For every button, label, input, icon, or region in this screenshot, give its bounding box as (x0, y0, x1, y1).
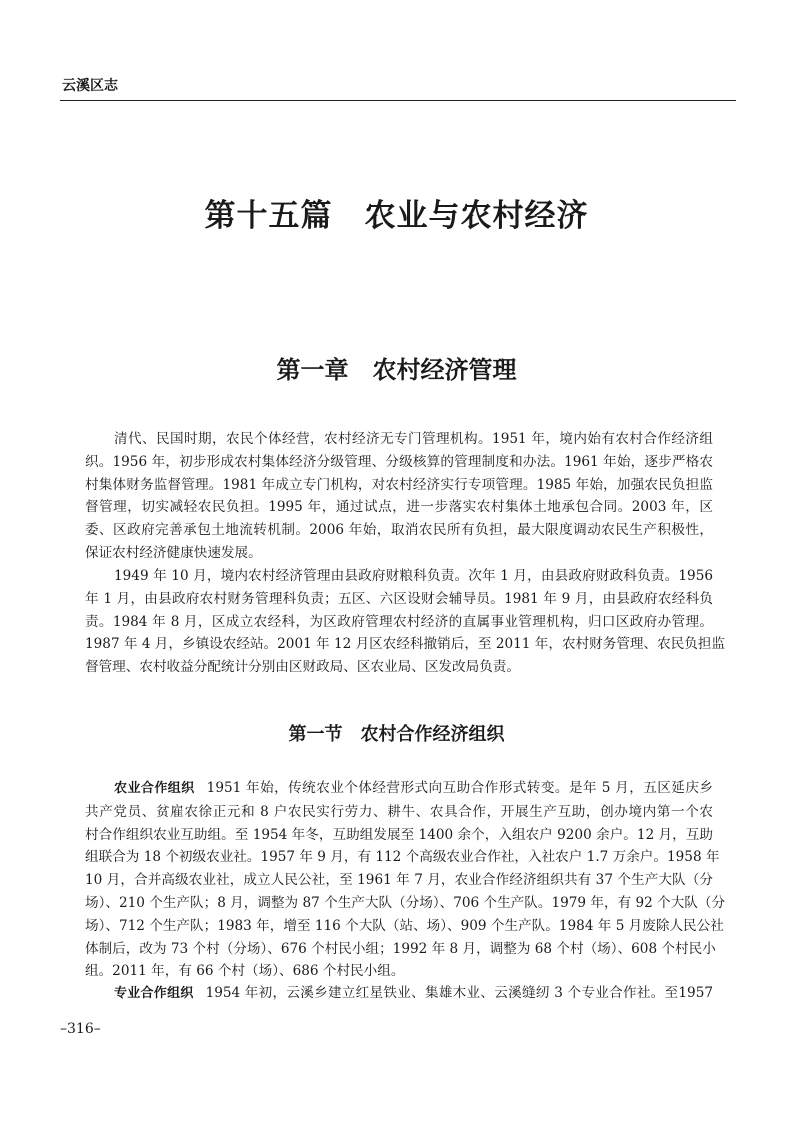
text-line (85, 982, 713, 1006)
text-line (85, 656, 713, 679)
line-text: 村集体财务监督管理。1981 年成立专门机构，对农村经济实行专项管理。1985 年始，加强农民负担监 (85, 476, 713, 493)
text-line (85, 938, 716, 961)
line-text: 保证农村经济健康快速发展。 (85, 544, 262, 561)
line-text: 场）、712 个生产队；1983 年，增至 116 个大队（站、场）、909 个生产队。1984 年 5 月废除人民公社 (85, 917, 724, 934)
line-text: 委、区政府完善承包土地流转机制。2006 年始，取消农民所有负担，最大限度调动农民生产积极性， (85, 522, 713, 539)
line-text: 责。1984 年 8 月，区成立农经科，为区政府管理农村经济的直属事业管理机构，归口区政府办管理。 (85, 613, 713, 630)
paragraph-3 (85, 777, 726, 983)
text-line (85, 428, 713, 451)
text-line (85, 611, 713, 634)
paragraph-lead-heading: 农业合作组织 (114, 781, 195, 796)
line-text: 体制后，改为 73 个村（分场）、676 个村民小组；1992 年 8 月，调整为 68 个村（场）、608 个村民小 (85, 940, 716, 957)
text-line (85, 633, 726, 656)
header-rule (60, 100, 736, 101)
line-text: 1954 年初，云溪乡建立红星铁业、集雄木业、云溪缝纫 3 个专业合作社。至1957 (205, 985, 713, 1001)
running-head: 云溪区志 (62, 78, 118, 94)
text-line (85, 451, 713, 474)
text-line (85, 801, 713, 824)
part-title: 第十五篇 农业与农村经济 (204, 198, 589, 234)
paragraph-4 (85, 982, 713, 1006)
text-line (85, 846, 720, 869)
text-line (85, 892, 726, 915)
paragraph-2 (85, 565, 726, 679)
text-line (85, 915, 724, 938)
line-text: 织。1956 年，初步形成农村集体经济分级管理、分级核算的管理制度和办法。1961 年始，逐步严格农 (85, 453, 713, 470)
line-text: 年 1 月，由县政府农村财务管理科负责；五区、六区设财会辅导员。1981 年 9 月，由县政府农经科负 (85, 590, 713, 607)
section-title: 第一节 农村合作经济组织 (288, 724, 505, 745)
line-text: 督管理、农村收益分配统计分别由区财政局、区农业局、区发改局负责。 (85, 659, 520, 676)
line-text: 清代、民国时期，农民个体经营，农村经济无专门管理机构。1951 年，境内始有农村合作经济组 (114, 431, 713, 447)
text-line (85, 474, 713, 497)
text-line (85, 496, 713, 519)
text-line (85, 824, 713, 847)
paragraph-1 (85, 428, 713, 565)
text-line (85, 565, 713, 588)
text-line (85, 542, 713, 565)
page-number: –316– (60, 1021, 101, 1037)
line-text: 10 月，合并高级农业社，成立人民公社，至 1961 年 7 月，农业合作经济组织共有 37 个生产大队（分 (85, 872, 713, 889)
line-text: 督管理，切实减轻农民负担。1995 年，通过试点，进一步落实农村集体土地承包合同。2003 年，区 (85, 499, 713, 516)
line-text: 场）、210 个生产队；8 月，调整为 87 个生产大队（分场）、706 个生产队。1979 年，有 92 个大队（分 (85, 894, 726, 911)
line-text: 共产党员、贫雇农徐正元和 8 户农民实行劳力、耕牛、农具合作，开展生产互助，创办境内第一个农 (85, 803, 713, 820)
text-line (85, 777, 713, 801)
line-text: 村合作组织农业互助组。至 1954 年冬，互助组发展至 1400 余个，入组农户 9200 余户。12 月，互助 (85, 826, 713, 843)
line-text: 1987 年 4 月，乡镇设农经站。2001 年 12 月区农经科撤销后，至 2011 年，农村财务管理、农民负担监 (85, 636, 726, 653)
text-line (85, 588, 713, 611)
chapter-title: 第一章 农村经济管理 (276, 355, 517, 384)
text-line (85, 960, 713, 983)
line-text: 组。2011 年，有 66 个村（场）、686 个村民小组。 (85, 963, 405, 980)
line-text: 组联合为 18 个初级农业社。1957 年 9 月，有 112 个高级农业合作社，入社农户 1.7 万余户。1958 年 (85, 849, 720, 866)
text-line (85, 519, 713, 542)
text-line (85, 869, 713, 892)
line-text: 1951 年始，传统农业个体经营形式向互助合作形式转变。是年 5 月，五区延庆乡 (206, 780, 713, 796)
line-text: 1949 年 10 月，境内农村经济管理由县政府财粮科负责。次年 1 月，由县政府财政科负责。1956 (114, 568, 713, 584)
paragraph-lead-heading: 专业合作组织 (114, 986, 194, 1001)
